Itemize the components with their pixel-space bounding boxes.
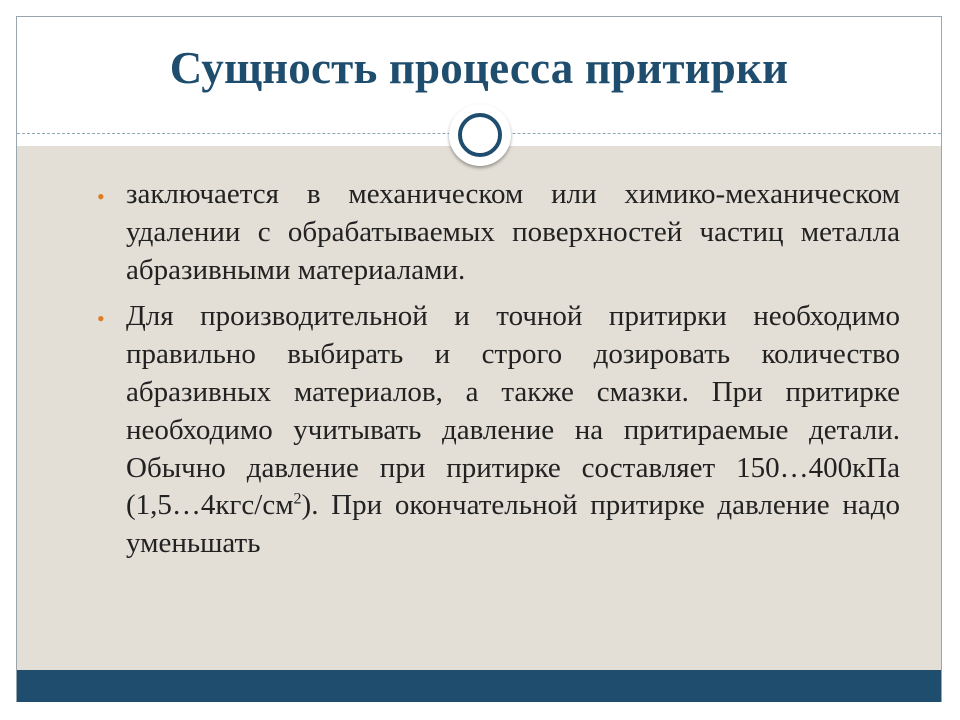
bullet-item <box>97 298 900 563</box>
bullet-item <box>97 176 900 289</box>
bullet-dot-icon: • <box>97 184 105 209</box>
circle-ring-icon <box>458 113 502 157</box>
bullet-text-part: Для производительной и точной притирки необходимо правильно выбирать и строго дозировать количество абразивных материалов, а также смазки. При притирке необходимо учитывать давление на притираемые детали. Обычно давление при притирке составляет 150…400кПа (1,5…4кгс/см <box>126 300 900 522</box>
bottom-bar <box>17 670 941 702</box>
superscript: 2 <box>293 490 302 508</box>
bullet-text <box>126 298 900 563</box>
circle-badge <box>449 104 511 166</box>
bullet-list <box>97 176 900 572</box>
bullet-text: заключается в механическом или химико-механическом удалении с обрабатываемых поверхностей частиц металла абразивными материалами. <box>126 178 900 286</box>
bullet-dot-icon: • <box>97 306 105 332</box>
slide-title: Сущность процесса притирки <box>169 43 789 93</box>
bullet-text-part: ). При окончательной притирке давление надо уменьшать <box>126 489 900 560</box>
